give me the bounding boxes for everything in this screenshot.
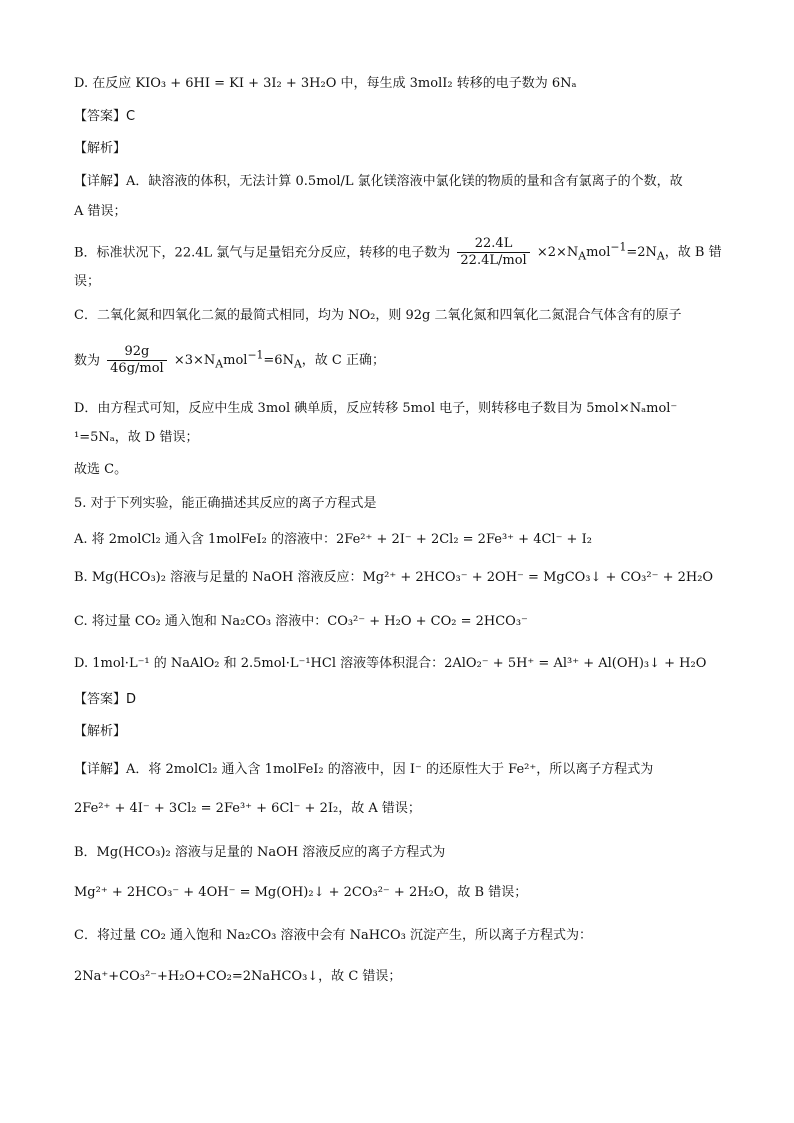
answer-label-2: 【答案】D: [74, 692, 137, 707]
analysis-label: 【解析】: [74, 141, 127, 156]
choose-line: 故选 C。: [74, 462, 128, 477]
detail2-b-equation: Mg²⁺ + 2HCO₃⁻ + 4OH⁻ = Mg(OH)₂↓ + 2CO₃²⁻ + 2H₂O，故 B 错误；: [74, 885, 528, 900]
fraction-b: [457, 236, 529, 269]
analysis-label-2: 【解析】: [74, 724, 127, 739]
question-5-option-a: A. 将 2molCl₂ 通入含 1molFeI₂ 的溶液中：2Fe²⁺ + 2I⁻ + 2Cl₂ = 2Fe³⁺ + 4Cl⁻ + I₂: [74, 532, 592, 547]
fraction-b-numerator: 22.4L: [457, 236, 529, 253]
question-5-option-d: D. 1mol·L⁻¹ 的 NaAlO₂ 和 2.5mol·L⁻¹HCl 溶液等体积混合：2AlO₂⁻ + 5H⁺ = Al³⁺ + Al(OH)₃↓ + H₂O: [74, 656, 707, 671]
detail2-c-equation: 2Na⁺+CO₃²⁻+H₂O+CO₂=2NaHCO₃↓，故 C 错误；: [74, 969, 402, 984]
detail-c-line-2: [74, 338, 734, 383]
detail-c-prefix: 数为: [74, 353, 101, 369]
detail-d-line: D．由方程式可知，反应中生成 3mol 碘单质，反应转移 5mol 电子，则转移电子数目为 5mol×Nₐmol⁻: [74, 401, 678, 416]
detail2-a-line: 【详解】A．将 2molCl₂ 通入含 1molFeI₂ 的溶液中，因 I⁻ 的还原性大于 Fe²⁺，所以离子方程式为: [74, 762, 654, 777]
question-5-option-b: B. Mg(HCO₃)₂ 溶液与足量的 NaOH 溶液反应：Mg²⁺ + 2HCO₃⁻ + 2OH⁻ = MgCO₃↓ + CO₃²⁻ + 2H₂O: [74, 570, 714, 585]
detail2-c-line: C．将过量 CO₂ 通入饱和 Na₂CO₃ 溶液中会有 NaHCO₃ 沉淀产生，所以离子方程式为：: [74, 928, 592, 943]
fraction-c-numerator: 92g: [107, 344, 167, 361]
detail2-a-equation: 2Fe²⁺ + 4I⁻ + 3Cl₂ = 2Fe³⁺ + 6Cl⁻ + 2I₂，故 A 错误；: [74, 801, 421, 816]
detail-b-prefix: B．标准状况下，22.4L 氯气与足量铝充分反应，转移的电子数为: [74, 245, 451, 261]
fraction-b-denominator: 22.4L/mol: [460, 253, 527, 269]
detail-d-line-2: ¹=5Nₐ，故 D 错误；: [74, 430, 199, 445]
detail-b-line-2: 误；: [74, 274, 101, 289]
answer-label: 【答案】C: [74, 109, 136, 124]
detail-b-line: [74, 230, 734, 275]
option-d-previous: D. 在反应 KIO₃ + 6HI = KI + 3I₂ + 3H₂O 中，每生成 3molI₂ 转移的电子数为 6Nₐ: [74, 76, 577, 91]
detail-a-line: 【详解】A．缺溶液的体积，无法计算 0.5mol/L 氯化镁溶液中氯化镁的物质的量和含有氯离子的个数，故: [74, 174, 683, 189]
detail-c-line: C．二氧化氮和四氧化二氮的最简式相同，均为 NO₂，则 92g 二氧化氮和四氧化二氮混合气体含有的原子: [74, 308, 682, 323]
question-5: 5. 对于下列实验，能正确描述其反应的离子方程式是: [74, 496, 377, 511]
detail2-b-line: B．Mg(HCO₃)₂ 溶液与足量的 NaOH 溶液反应的离子方程式为: [74, 845, 446, 860]
detail-a-line-2: A 错误；: [74, 204, 127, 219]
fraction-c: [107, 344, 167, 377]
fraction-c-denominator: 46g/mol: [110, 361, 164, 377]
detail-c-suffix: $\times 3\times N_Amol^{-1}=6N_A$，故 C 正确；: [173, 349, 385, 371]
question-5-option-c: C. 将过量 CO₂ 通入饱和 Na₂CO₃ 溶液中：CO₃²⁻ + H₂O + CO₂ = 2HCO₃⁻: [74, 614, 528, 629]
detail-b-suffix: $\times 2\times N_Amol^{-1}=2N_A$，故 B 错: [536, 241, 722, 263]
